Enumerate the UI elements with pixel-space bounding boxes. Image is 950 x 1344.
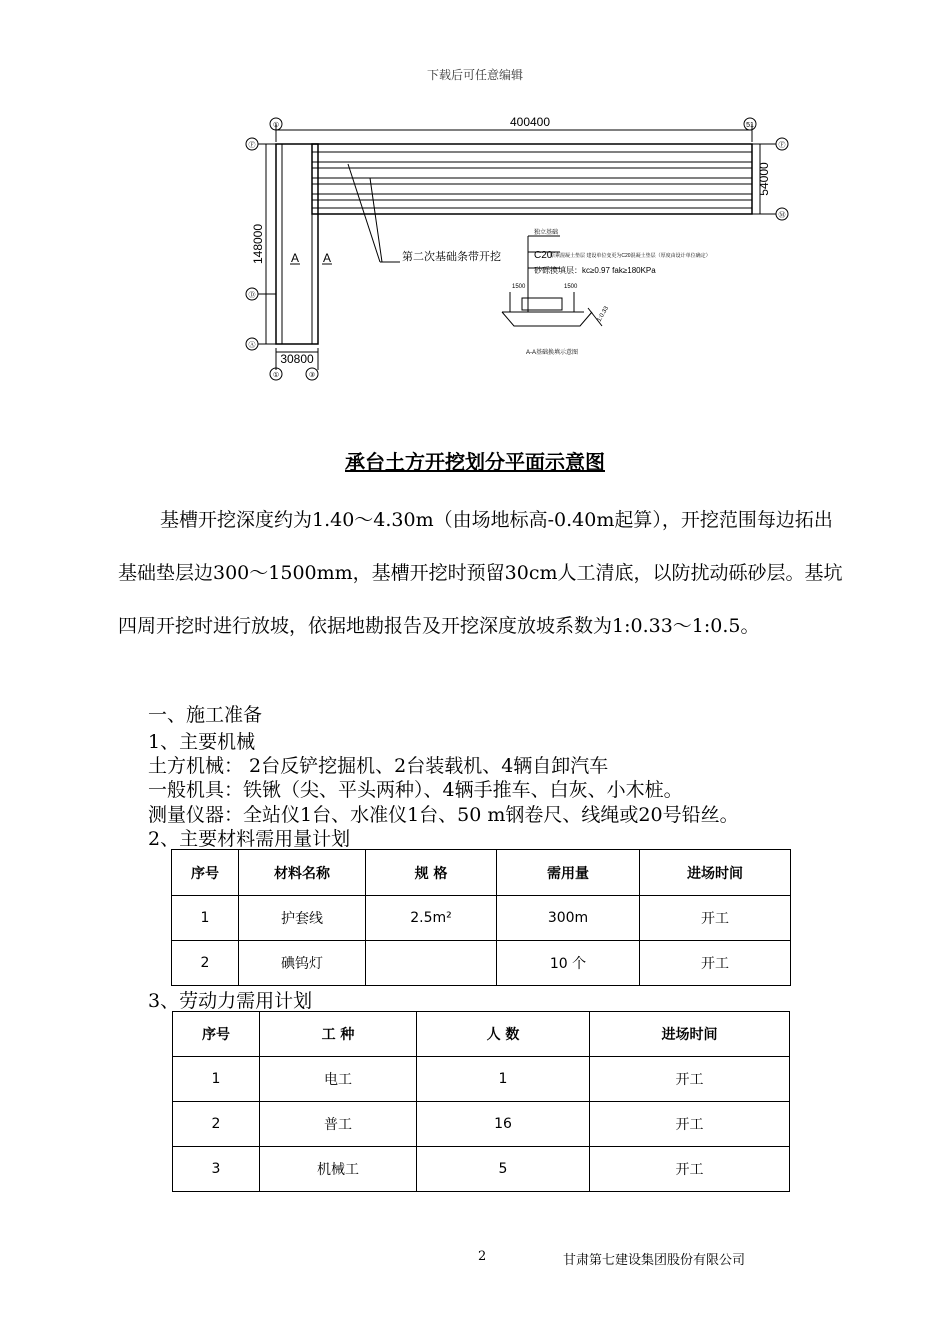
materials-header: 序号 bbox=[172, 850, 239, 896]
callout-label: 第二次基础条带开挖 bbox=[402, 251, 501, 263]
axis-1-top: ① bbox=[272, 122, 280, 129]
dim-1500-a: 1500 bbox=[512, 284, 526, 290]
page-number: 2 bbox=[478, 1249, 487, 1264]
legend-1: 独立基础 bbox=[534, 230, 559, 236]
page-header: 下载后可任意编辑 bbox=[426, 68, 523, 82]
section-1-1-heading: 1、主要机械 bbox=[148, 731, 256, 753]
cell: 2.5m² bbox=[366, 896, 497, 941]
labor-header: 进场时间 bbox=[590, 1012, 790, 1057]
cell: 开工 bbox=[640, 941, 791, 986]
axis-m: Ⓜ bbox=[778, 212, 786, 219]
cell: 5 bbox=[417, 1147, 590, 1192]
cell: 开工 bbox=[590, 1102, 790, 1147]
site-plan-drawing bbox=[240, 112, 800, 392]
section-1-2-heading: 2、主要材料需用量计划 bbox=[148, 828, 351, 850]
footer-company: 甘肃第七建设集团股份有限公司 bbox=[563, 1253, 746, 1268]
cell: 开工 bbox=[640, 896, 791, 941]
table-row bbox=[173, 1057, 790, 1102]
machinery-line-2: 一般机具：铁锹（尖、平头两种）、4辆手推车、白灰、小木桩。 bbox=[148, 779, 683, 801]
section-label-a2: A bbox=[322, 251, 332, 265]
legend-2b: 原素混凝土垫层 建设单位变更为C20混凝土垫层（厚度由设计单位确定） bbox=[550, 253, 711, 259]
section-1-heading: 一、施工准备 bbox=[148, 704, 263, 726]
cell: 电工 bbox=[260, 1057, 417, 1102]
cell: 2 bbox=[172, 941, 239, 986]
axis-51: 51 bbox=[746, 122, 754, 129]
axis-1-bottom: ① bbox=[272, 372, 280, 379]
materials-header: 规 格 bbox=[366, 850, 497, 896]
dim-right: 54000 bbox=[757, 162, 771, 196]
dim-left: 148000 bbox=[251, 223, 265, 265]
section-label-a1: A bbox=[290, 251, 300, 265]
axis-3: ③ bbox=[308, 372, 316, 379]
table-row bbox=[172, 941, 791, 986]
cell: 2 bbox=[173, 1102, 260, 1147]
materials-table bbox=[171, 849, 791, 986]
materials-header: 材料名称 bbox=[239, 850, 366, 896]
axis-f-right: Ⓕ bbox=[778, 142, 786, 149]
cell: 1 bbox=[172, 896, 239, 941]
axis-a: Ⓐ bbox=[248, 342, 256, 349]
cell: 机械工 bbox=[260, 1147, 417, 1192]
cell: 300m bbox=[497, 896, 640, 941]
section-caption: A-A基础换填示意图 bbox=[526, 350, 579, 356]
materials-header: 需用量 bbox=[497, 850, 640, 896]
legend-3: 砂砾换填层：kc≥0.97 fak≥180KPa bbox=[534, 266, 656, 275]
axis-f: Ⓕ bbox=[248, 142, 256, 149]
cell: 10 个 bbox=[497, 941, 640, 986]
table-row bbox=[172, 896, 791, 941]
cell: 开工 bbox=[590, 1057, 790, 1102]
machinery-line-3: 测量仪器：全站仪1台、水准仪1台、50 m钢卷尺、线绳或20号铅丝。 bbox=[148, 804, 739, 826]
labor-header: 工 种 bbox=[260, 1012, 417, 1057]
cell: 开工 bbox=[590, 1147, 790, 1192]
cell: 16 bbox=[417, 1102, 590, 1147]
cell: 1 bbox=[417, 1057, 590, 1102]
cell: 碘钨灯 bbox=[239, 941, 366, 986]
dim-1500-b: 1500 bbox=[564, 284, 578, 290]
figure-title: 承台土方开挖划分平面示意图 bbox=[345, 450, 605, 474]
dim-top: 400400 bbox=[509, 115, 551, 129]
axis-d: Ⓓ bbox=[248, 292, 256, 299]
cell: 3 bbox=[173, 1147, 260, 1192]
machinery-line-1: 土方机械： 2台反铲挖掘机、2台装载机、4辆自卸汽车 bbox=[148, 755, 609, 777]
legend-2: C20 bbox=[534, 250, 553, 261]
cell bbox=[366, 941, 497, 986]
labor-header: 序号 bbox=[173, 1012, 260, 1057]
labor-table bbox=[172, 1011, 790, 1192]
dim-bottom: 30800 bbox=[280, 352, 314, 366]
table-row bbox=[173, 1147, 790, 1192]
materials-header-row bbox=[172, 850, 791, 896]
slope-label: 1:0.33 bbox=[596, 305, 611, 323]
section-1-3-heading: 3、劳动力需用计划 bbox=[148, 990, 313, 1012]
table-row bbox=[173, 1102, 790, 1147]
labor-header-row bbox=[173, 1012, 790, 1057]
body-paragraph: 基槽开挖深度约为1.40～4.30m（由场地标高-0.40m起算），开挖范围每边拓出基础垫层边300～1500mm，基槽开挖时预留30cm人工清底，以防扰动砾砂层。基坑四周开挖时进行放坡，依据地勘报告及开挖深度放坡系数为1:0.33～1:0.5。 bbox=[118, 509, 843, 637]
materials-header: 进场时间 bbox=[640, 850, 791, 896]
cell: 1 bbox=[173, 1057, 260, 1102]
labor-header: 人 数 bbox=[417, 1012, 590, 1057]
cell: 普工 bbox=[260, 1102, 417, 1147]
cell: 护套线 bbox=[239, 896, 366, 941]
